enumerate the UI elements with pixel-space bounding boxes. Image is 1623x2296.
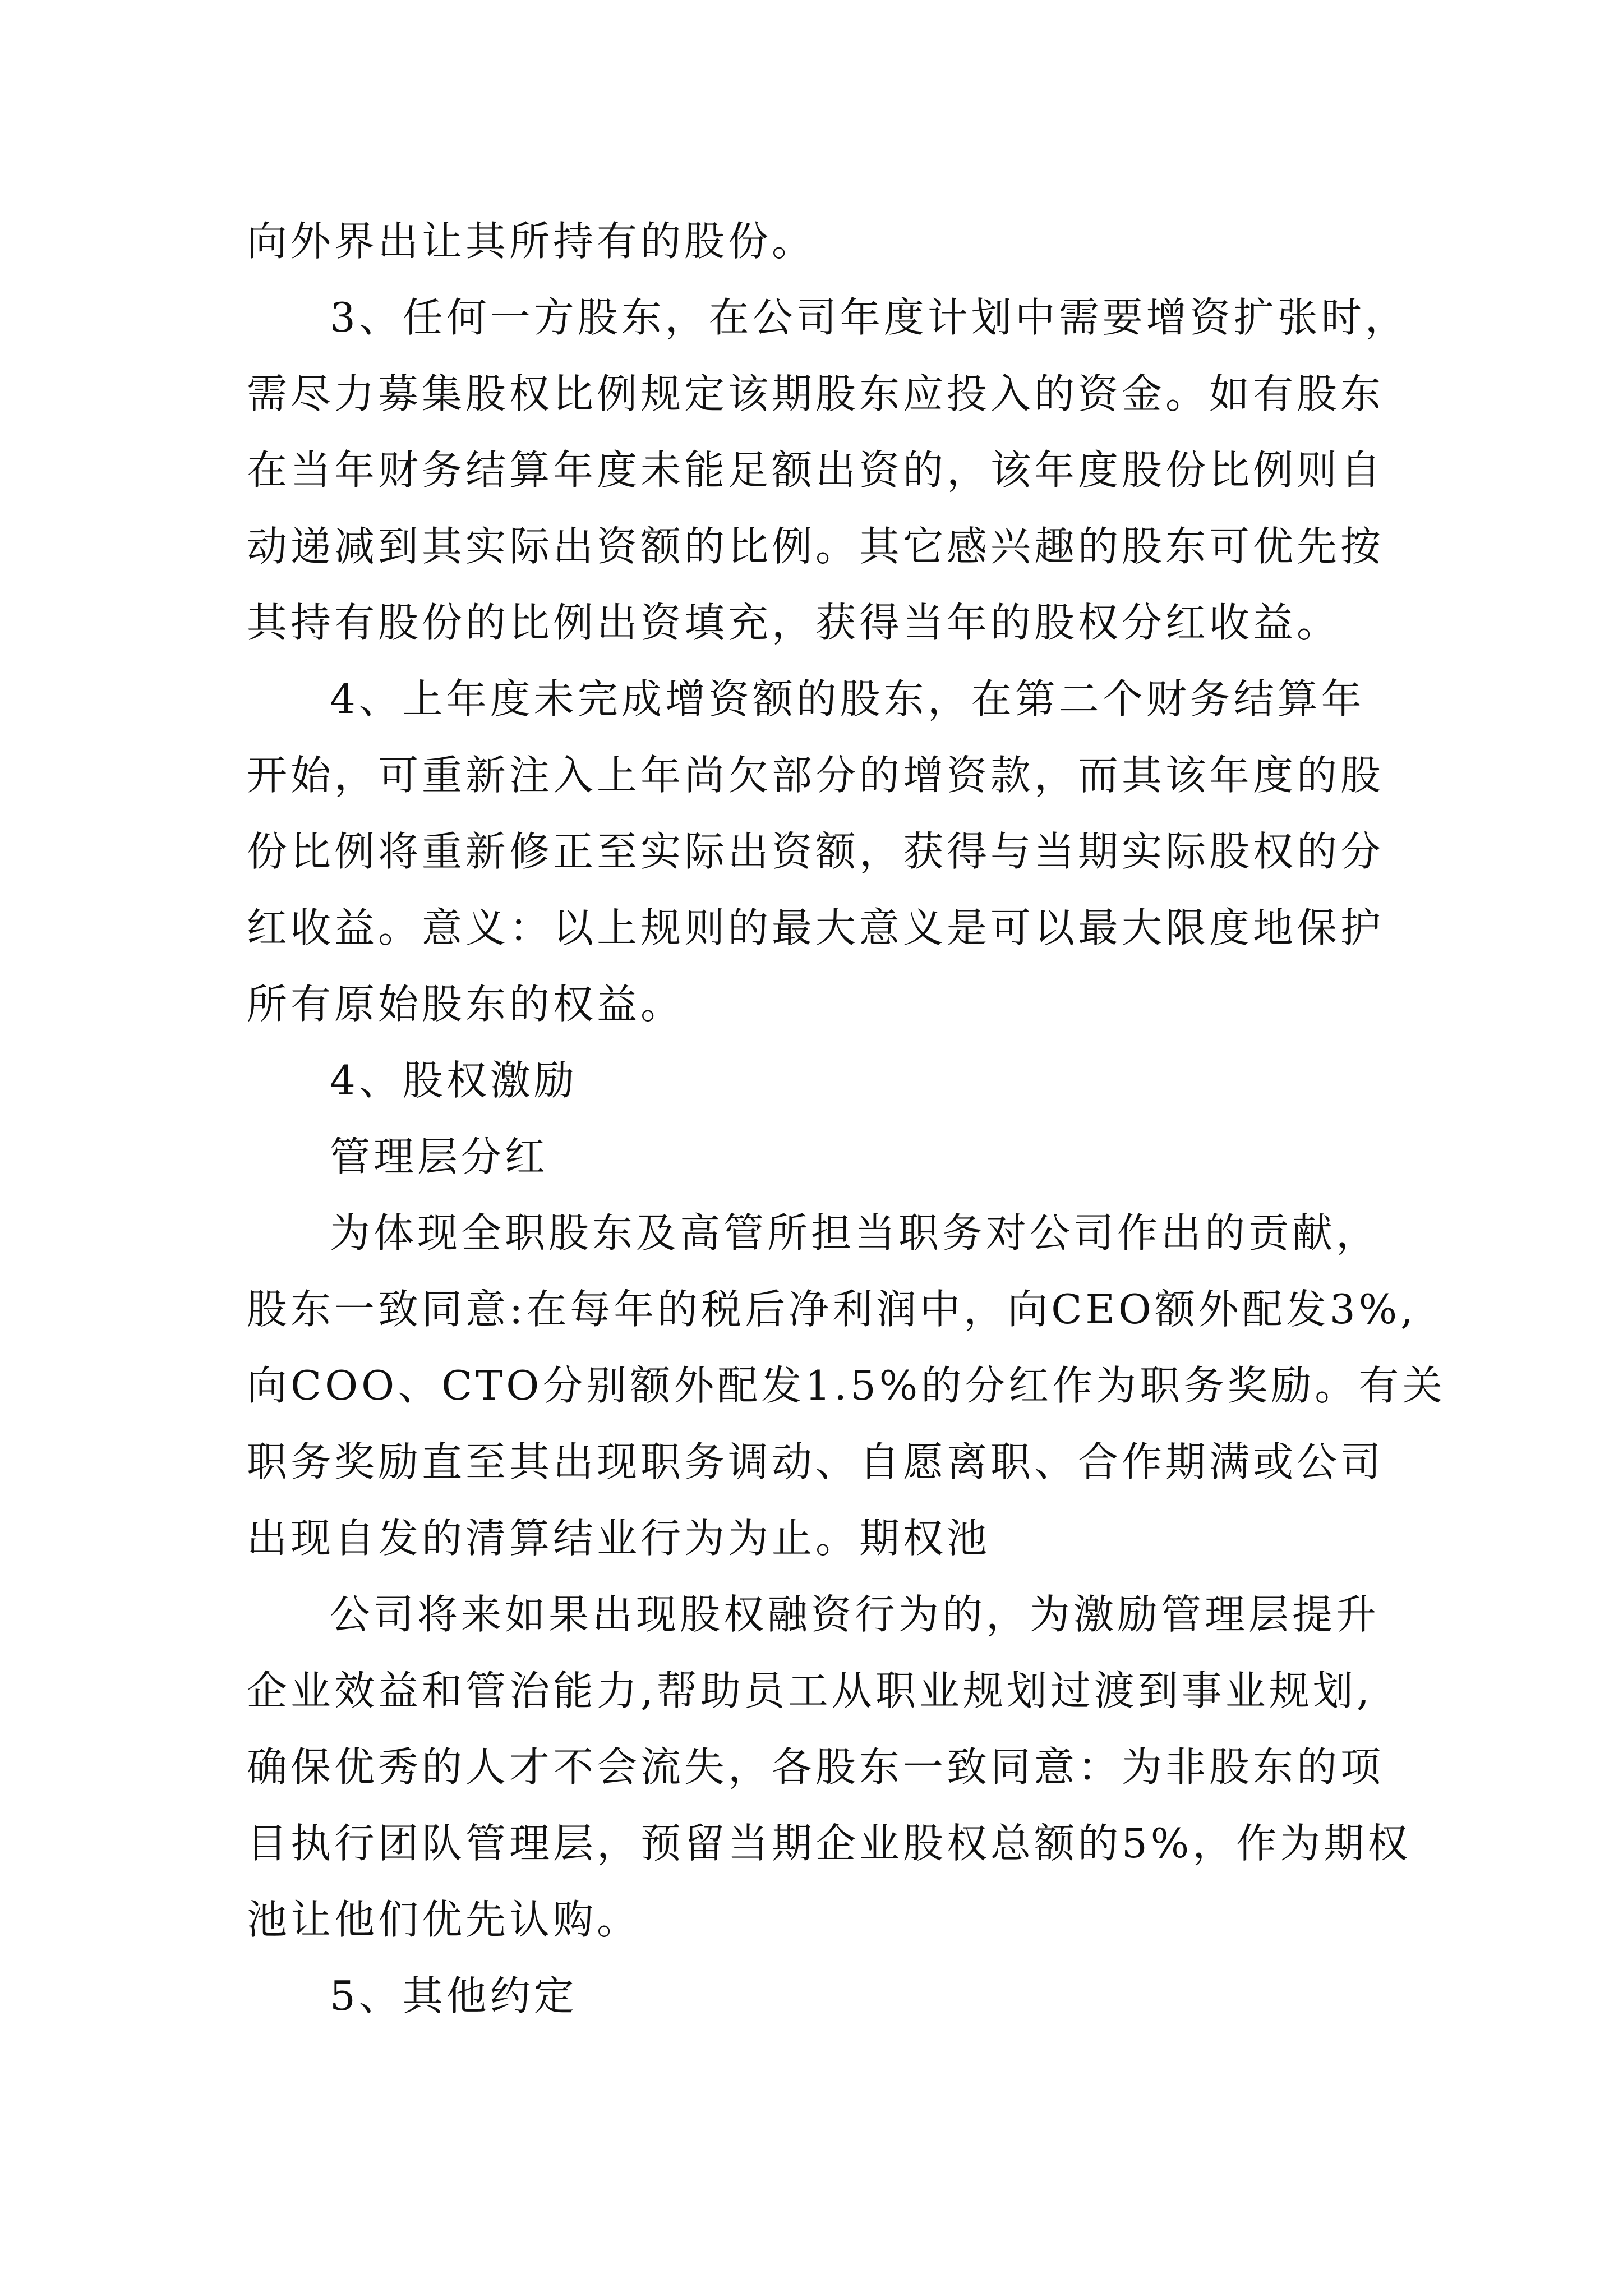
text-line: 份比例将重新修正至实际出资额，获得与当期实际股权的分 bbox=[247, 828, 1385, 875]
text-line: 需尽力募集股权比例规定该期股东应投入的资金。如有股东 bbox=[247, 370, 1385, 417]
text-line: 动递减到其实际出资额的比例。其它感兴趣的股东可优先按 bbox=[247, 523, 1385, 570]
text-line: 出现自发的清算结业行为为止。期权池 bbox=[247, 1515, 991, 1562]
text-line: 开始，可重新注入上年尚欠部分的增资款，而其该年度的股 bbox=[247, 752, 1385, 799]
text-line: 股东一致同意:在每年的税后净利润中，向CEO额外配发3%, bbox=[247, 1286, 1417, 1333]
text-line: 向COO、CTO分别额外配发1.5%的分红作为职务奖励。有关 bbox=[247, 1362, 1446, 1409]
text-line: 在当年财务结算年度未能足额出资的，该年度股份比例则自 bbox=[247, 447, 1385, 494]
section-heading: 5、其他约定 bbox=[330, 1972, 578, 2019]
text-line: 池让他们优先认购。 bbox=[247, 1896, 641, 1943]
text-line: 3、任何一方股东，在公司年度计划中需要增资扩张时， bbox=[330, 294, 1409, 341]
text-line: 职务奖励直至其出现职务调动、自愿离职、合作期满或公司 bbox=[247, 1438, 1385, 1485]
text-line: 企业效益和管治能力,帮助员工从职业规划过渡到事业规划, bbox=[247, 1667, 1373, 1714]
text-line: 向外界出让其所持有的股份。 bbox=[247, 218, 816, 265]
text-line: 其持有股份的比例出资填充，获得当年的股权分红收益。 bbox=[247, 599, 1341, 646]
text-line: 4、上年度未完成增资额的股东，在第二个财务结算年 bbox=[330, 675, 1365, 723]
section-heading: 4、股权激励 bbox=[330, 1057, 578, 1104]
subsection-heading: 管理层分红 bbox=[330, 1133, 549, 1180]
text-line: 确保优秀的人才不会流失，各股东一致同意：为非股东的项 bbox=[247, 1743, 1385, 1791]
text-line: 为体现全职股东及高管所担当职务对公司作出的贡献， bbox=[330, 1209, 1380, 1257]
text-line: 公司将来如果出现股权融资行为的，为激励管理层提升 bbox=[330, 1591, 1380, 1638]
text-line: 目执行团队管理层，预留当期企业股权总额的5%，作为期权 bbox=[247, 1820, 1412, 1867]
text-line: 红收益。意义：以上规则的最大意义是可以最大限度地保护 bbox=[247, 904, 1385, 951]
document-body bbox=[247, 203, 1446, 2034]
text-line: 所有原始股东的权益。 bbox=[247, 981, 685, 1028]
